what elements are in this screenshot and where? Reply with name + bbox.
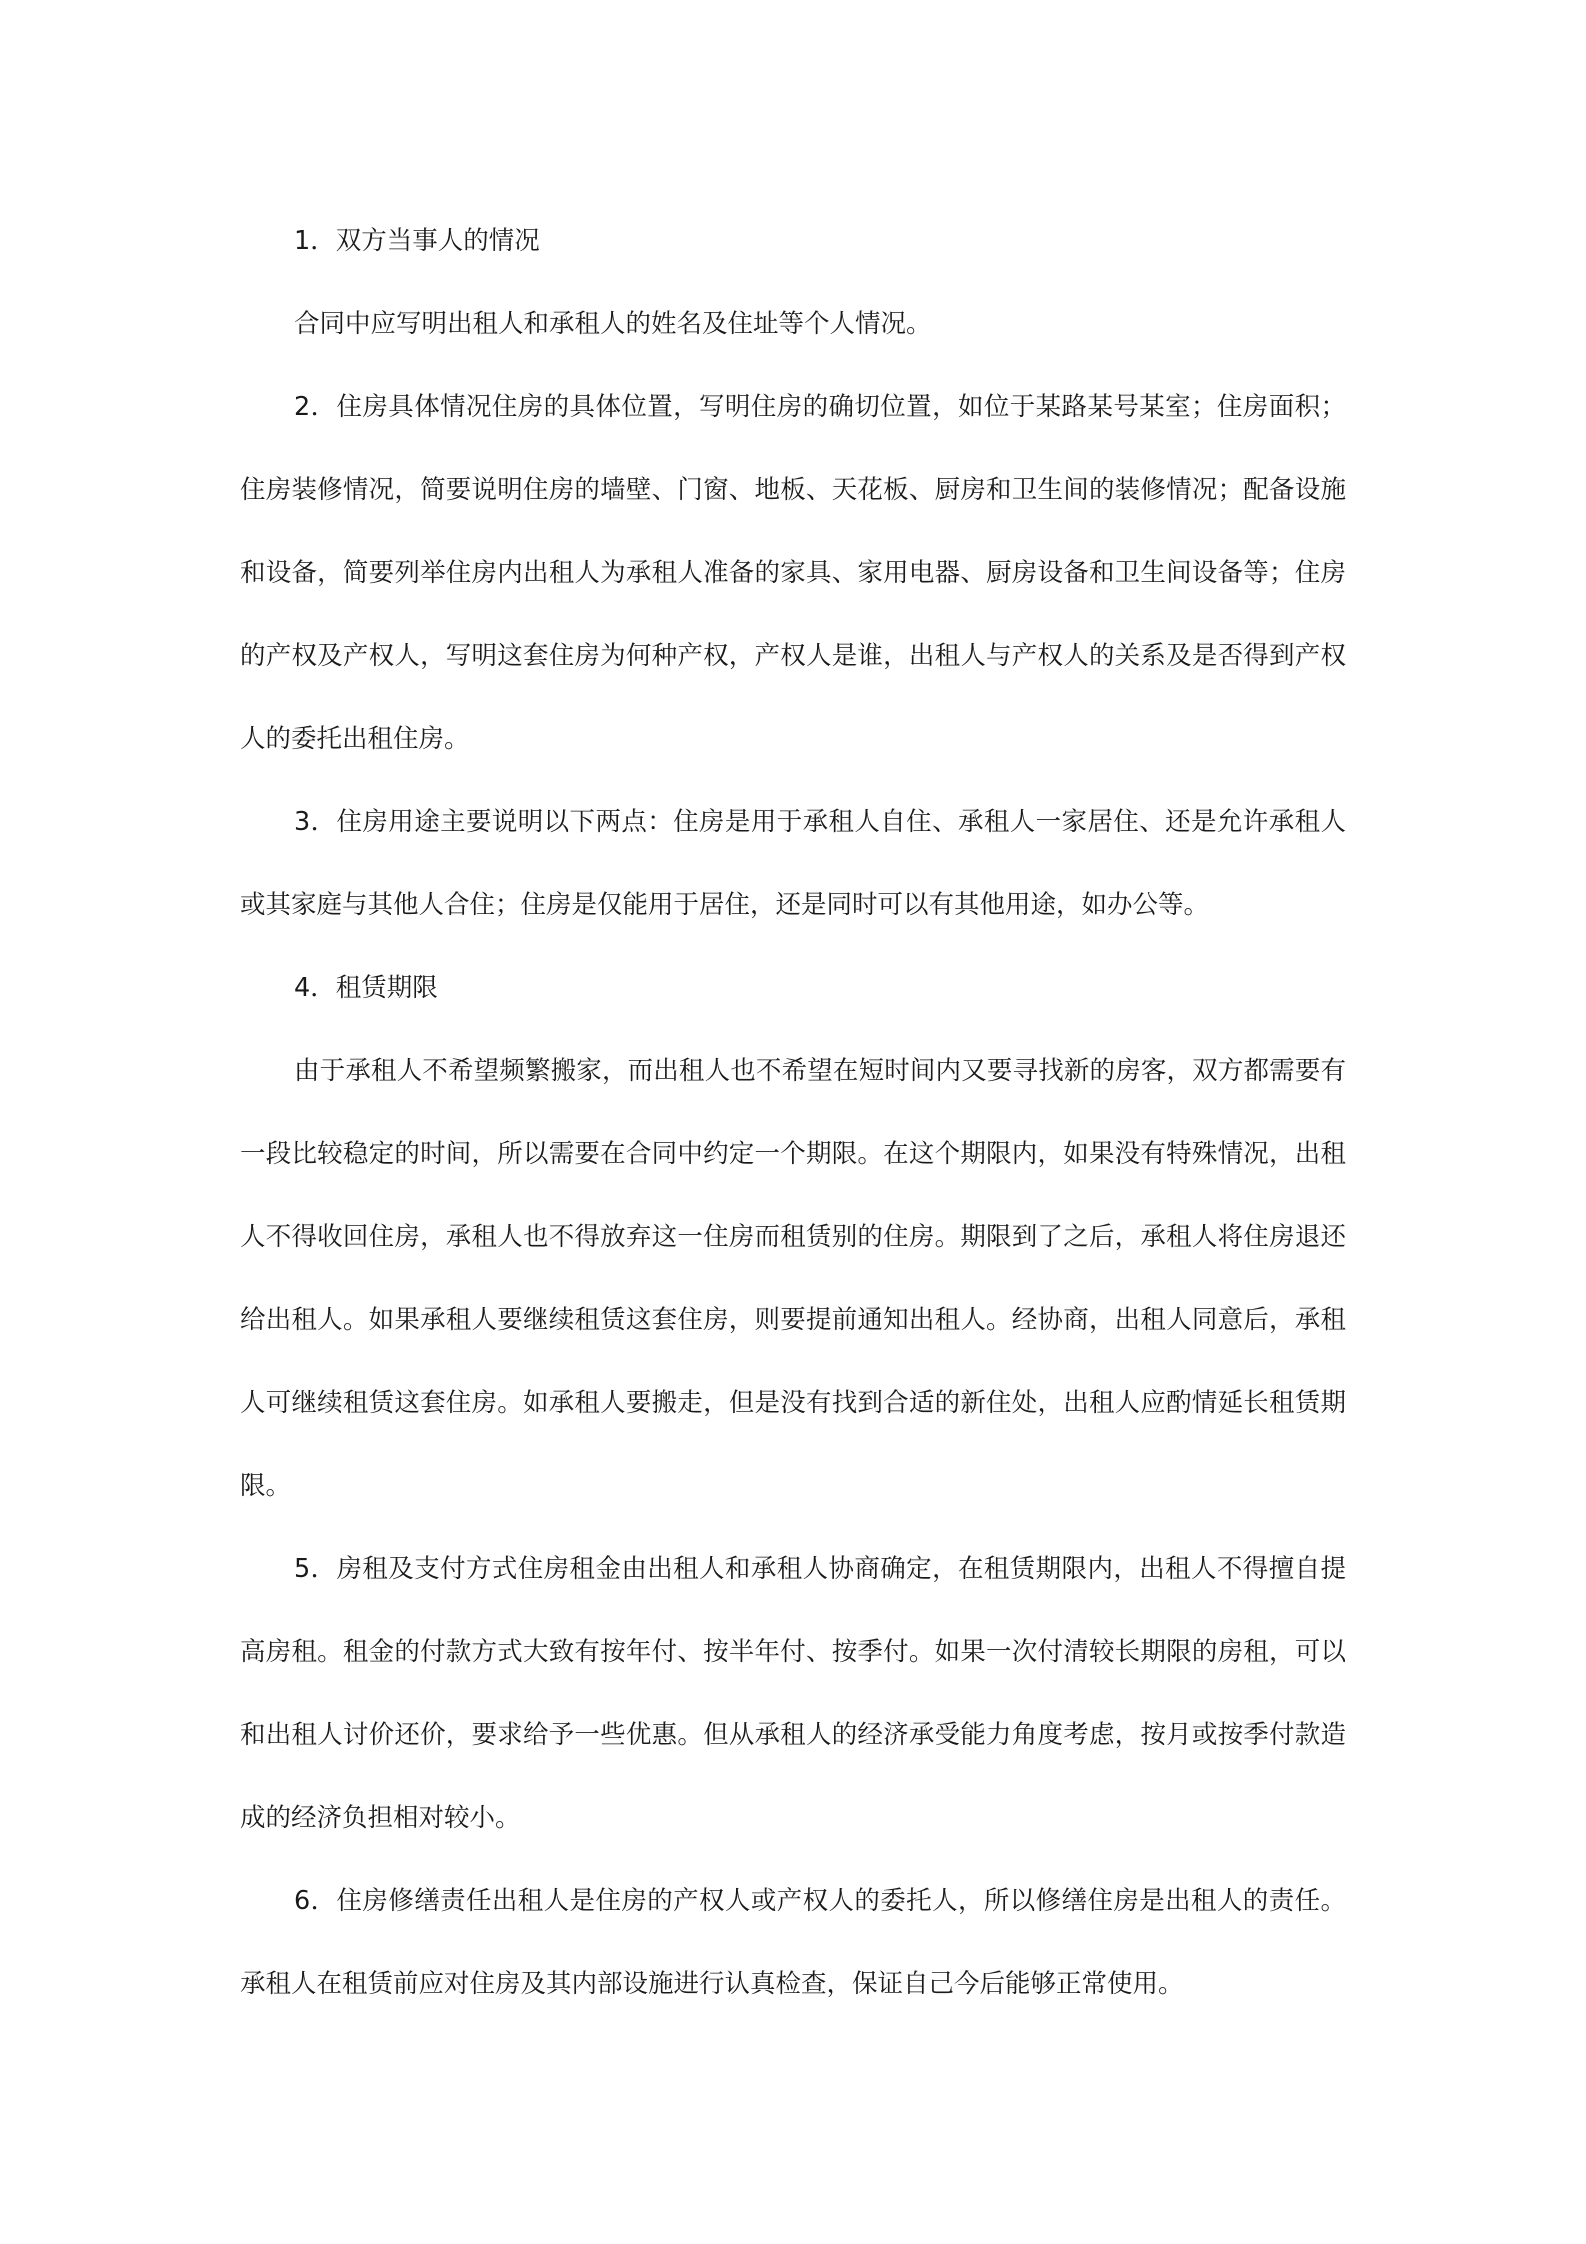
- document-body: [240, 200, 1346, 2026]
- section-heading-parties: 1．双方当事人的情况: [294, 226, 540, 256]
- section-heading-lease-term: 4．租赁期限: [294, 973, 438, 1003]
- paragraph-lease-term: 由于承租人不希望频繁搬家，而出租人也不希望在短时间内又要寻找新的房客，双方都需要有一段比较稳定的时间，所以需要在合同中约定一个期限。在这个期限内，如果没有特殊情况，出租人不得收回住房，承租人也不得放弃这一住房而租赁别的住房。期限到了之后，承租人将住房退还给出租人。如果承租人要继续租赁这套住房，则要提前通知出租人。经协商，出租人同意后，承租人可继续租赁这套住房。如承租人要搬走，但是没有找到合适的新住处，出租人应酌情延长租赁期限。: [240, 1056, 1346, 1501]
- paragraph-housing-details: 2．住房具体情况住房的具体位置，写明住房的确切位置，如位于某路某号某室；住房面积；住房装修情况，简要说明住房的墙壁、门窗、地板、天花板、厨房和卫生间的装修情况；配备设施和设备，简要列举住房内出租人为承租人准备的家具、家用电器、厨房设备和卫生间设备等；住房的产权及产权人，写明这套住房为何种产权，产权人是谁，出租人与产权人的关系及是否得到产权人的委托出租住房。: [240, 392, 1346, 754]
- paragraph-repair-responsibility: 6．住房修缮责任出租人是住房的产权人或产权人的委托人，所以修缮住房是出租人的责任。承租人在租赁前应对住房及其内部设施进行认真检查，保证自己今后能够正常使用。: [240, 1886, 1346, 1999]
- paragraph-parties: 合同中应写明出租人和承租人的姓名及住址等个人情况。: [294, 309, 932, 339]
- paragraph-housing-use: 3．住房用途主要说明以下两点：住房是用于承租人自住、承租人一家居住、还是允许承租人或其家庭与其他人合住；住房是仅能用于居住，还是同时可以有其他用途，如办公等。: [240, 807, 1346, 920]
- paragraph-rent-payment: 5．房租及支付方式住房租金由出租人和承租人协商确定，在租赁期限内，出租人不得擅自提高房租。租金的付款方式大致有按年付、按半年付、按季付。如果一次付清较长期限的房租，可以和出租人讨价还价，要求给予一些优惠。但从承租人的经济承受能力角度考虑，按月或按季付款造成的经济负担相对较小。: [240, 1554, 1346, 1833]
